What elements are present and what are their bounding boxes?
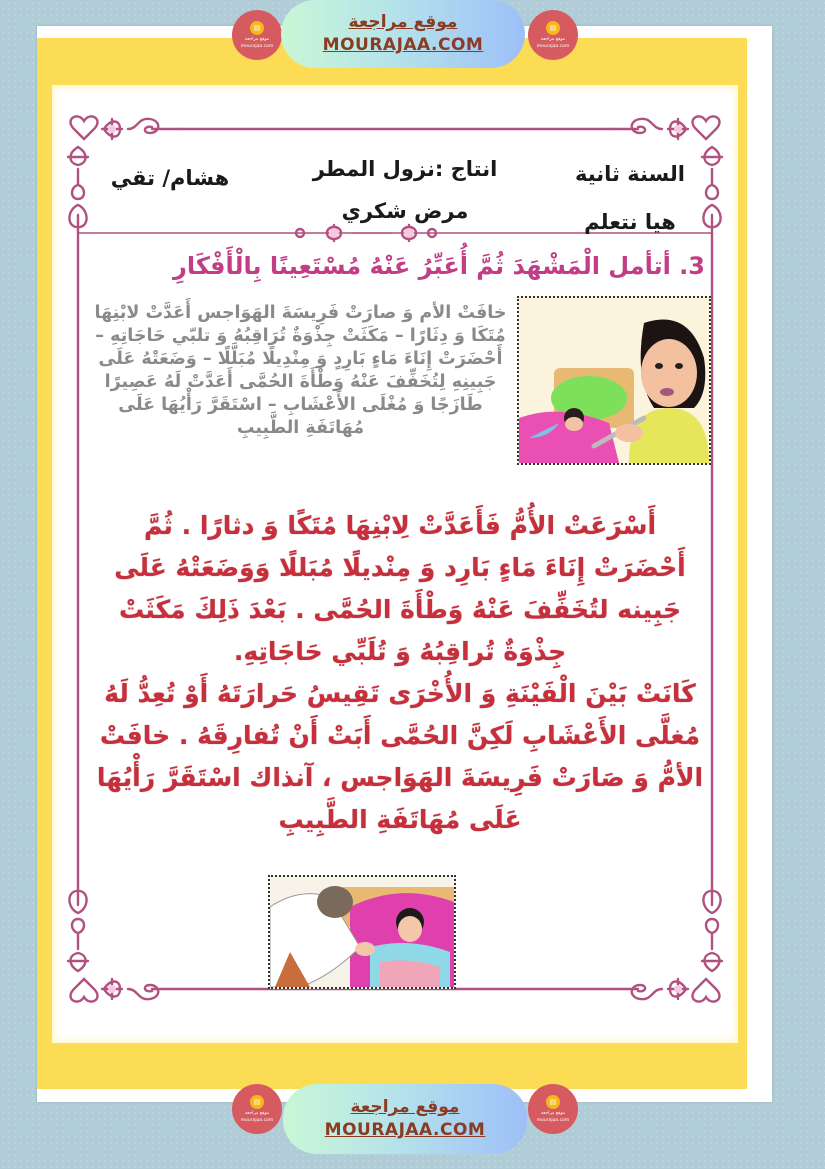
- badge-caption-en: mourajaa.com: [536, 1118, 570, 1123]
- answer-paragraph-2: كَانَتْ بَيْنَ الْفَيْنَةِ وَ الأُخْرَى تَقِيسُ حَرارَتَهُ أَوْ تُعِدُّ لَهُ مُغلَّى الأَعْشَابِ لَكِنَّ الحُمَّى أَبَتْ أَنْ تُفارِقَهُ . خافَتْ الأمُّ وَ صَارَتْ فَرِيسَةَ الهَوَاجس ، آنذاك اسْتَقَرَّ رَأْيُهَا عَلَى مُهَاتَفَةِ الطَّبِيبِ: [96, 679, 704, 834]
- doctor-examining-illustration: [268, 875, 456, 989]
- grade-label: السنة ثانية: [574, 162, 686, 186]
- hint-paragraph: خافَتْ الأم وَ صارَتْ فَرِيسَةَ الهَوَاجس أَعَدَّتْ لابْنِهَا مُتَكَا وَ دِثَارًا – مَكَثَتْ جِذْوَةٌ تُرَاقِبُهُ وَ تلبّي حَاجَاتِهِ – أَحْضَرَتْ إِنَاءَ مَاءٍ بَارِدٍ وَ مِنْدِيلًا مُبَلَّلًا – وَضَعَتْهُ عَلَى جَبِينِهِ لِتُخَفِّفَ عَنْهُ وَطْأَةَ الحُمَّى أَعَدَّتْ لَهُ عَصِيرًا طَازَجًا وَ مُغْلَى الأَعْشَابِ – اسْتَقَرَّ رَأْيُهَا عَلَى مُهَاتَفَةِ الطَّبِيبِ: [94, 303, 507, 438]
- badge-caption-ar: موقع مراجعة: [244, 37, 270, 42]
- mourajaa-badge-top-right[interactable]: [528, 10, 578, 60]
- badge-caption-ar: موقع مراجعة: [540, 1111, 566, 1116]
- subject-label: انتاج :نزول المطر: [312, 157, 498, 181]
- badge-caption-en: mourajaa.com: [536, 44, 570, 49]
- book-logo-icon: ▤: [546, 1095, 560, 1109]
- topic-label: مرض شكري: [341, 199, 469, 223]
- badge-caption-en: mourajaa.com: [240, 1118, 274, 1123]
- mother-thermometer-illustration: [517, 296, 711, 465]
- site-name-arabic[interactable]: موقع مراجعة: [348, 12, 458, 32]
- section-title: 3. أتأمل الْمَشْهَدَ ثُمَّ أُعَبِّرُ عَنْهُ مُسْتَعِينًا بِالْأَفْكَارِ: [173, 252, 705, 280]
- book-logo-icon: ▤: [546, 21, 560, 35]
- header-grade-block: [560, 150, 700, 246]
- book-logo-icon: ▤: [250, 21, 264, 35]
- author-label: هشام/ تقي: [110, 166, 230, 190]
- answer-text: [95, 505, 705, 841]
- mourajaa-badge-top-left[interactable]: [232, 10, 282, 60]
- site-url-link[interactable]: MOURAJAA.COM: [322, 35, 484, 55]
- mourajaa-badge-bottom-left[interactable]: [232, 1084, 282, 1134]
- badge-caption-ar: موقع مراجعة: [540, 37, 566, 42]
- book-logo-icon: ▤: [250, 1095, 264, 1109]
- site-banner-bottom[interactable]: [283, 1084, 527, 1154]
- header-subject-block: [300, 148, 510, 232]
- badge-caption-ar: موقع مراجعة: [244, 1111, 270, 1116]
- site-name-arabic[interactable]: موقع مراجعة: [350, 1097, 460, 1117]
- site-url-link[interactable]: MOURAJAA.COM: [324, 1120, 486, 1140]
- book-label: هيا نتعلم: [584, 210, 676, 234]
- badge-caption-en: mourajaa.com: [240, 44, 274, 49]
- mourajaa-badge-bottom-right[interactable]: [528, 1084, 578, 1134]
- site-banner-top[interactable]: [281, 0, 525, 68]
- answer-paragraph-1: أَسْرَعَتْ الأُمُّ فَأَعَدَّتْ لِابْنِهَا مُتَكًا وَ دثارًا . ثُمَّ أَحْضَرَتْ إِنَاءَ مَاءٍ بَارِد وَ مِنْديلًا مُبَللًا وَوَضَعَتْهُ عَلَى جَبِينه لتُخَفِّفَ عَنْهُ وَطْأَةَ الحُمَّى . بَعْدَ ذَلِكَ مَكَثَتْ جِذْوَةٌ تُراقِبُهُ وَ تُلَبِّي حَاجَاتِهِ.: [114, 511, 686, 666]
